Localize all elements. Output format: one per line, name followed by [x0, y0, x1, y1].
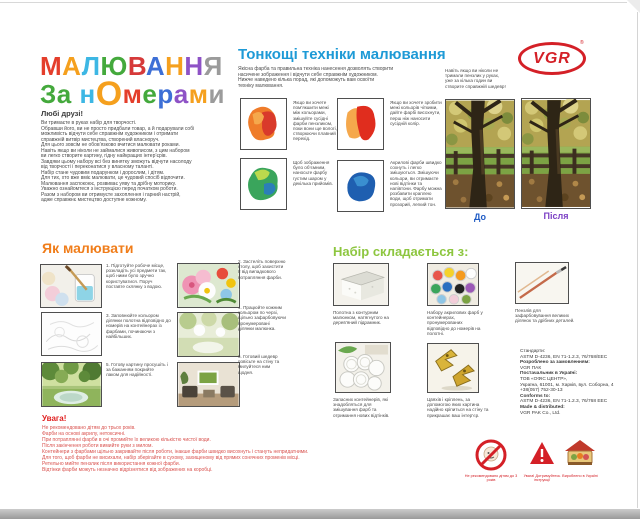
paint-blob-4-image [337, 160, 384, 212]
before-image [445, 99, 515, 209]
paint-blob-4-caption: Акрилові фарби швидко сохнуть і легко змішуються. Змішуючи кольори, ви отримаєте нові відтінки та напівтони. Фарбу можна розбавити краплею води, щоб отримати прозорий, легкий тон. [390, 160, 442, 207]
step-2-text: 2. Застеліть поверхню столу, щоб захистити її від випадкового потрапляння фарби. [238, 259, 286, 280]
step-5-text: 5. Готову картину просушіть і за бажанням покрийте лаком для надійності. [106, 362, 168, 378]
after-image [521, 98, 591, 209]
vgr-logo-text: VGR [533, 49, 571, 67]
step-3-image-canvas-outline [41, 312, 102, 356]
kit-paints-caption: Набору акрилових фарб у контейнерах, пронумерованих відповідно до номерів на полотні. [427, 310, 483, 336]
kit-containers-image [335, 342, 391, 393]
company-info: Стандарти: ASTM D-4236, EN 71-1.2.3, 76/768/EEC Розроблено за замовленням: VGR ПАК Постачальник в Україні: ТОВ «ОФІС ЦЕНТР», Україна, 61001, м. Харків, вул. Соборна, 4 +38(057) 752-30-13 Conforms to: ASTM D-4236, EN 71-1.2.3, 76/768 EEC Made & distributed: VGR PAK Co., Ltd. [520, 349, 614, 416]
step-6-text: 6. Готовий шедевр повісьте на стіну та милуйтеся ним щодня. [238, 354, 280, 375]
age-warning-icon [474, 438, 508, 472]
kit-canvas-caption: Полотна з контурним малюнком, натягнутого на дерев’яний підрамник. [333, 310, 389, 326]
age-warning-caption: Не рекомендовано дітям до 3 років [464, 474, 518, 483]
step-4-text: 4. Працюйте кожним кольором по черзі, щільно зафарбовуючи пронумеровані ділянки малюнка. [238, 305, 286, 331]
paint-blob-3-image [240, 158, 287, 210]
page-title-line2: За нОмерами [40, 75, 225, 113]
kit-brush-image [515, 262, 569, 304]
page-title-line1: МАЛЮВАННЯ [40, 51, 223, 81]
greeting-paragraph: Ви тримаєте в руках набір для творчості. Обравши його, ви не просто придбали товар, а й подарували собі можливість відчути себе справжнім художником і отримати справжній витвір мистецтва, створений власноруч. Для цього зовсім не обов’язково вчитися малювати роками. Навіть якщо ви ніколи не займалися живописом, з цим набором ви легко створите картину, гідну найкращих інтер’єрів. Завдяки цьому набору всі без винятку зможуть відчути насолоду від творчості і переконатися у власному таланті. Набір стане чудовим подарунком і дорослим, і дітям. Для тих, хто вже вміє малювати, це чудовий спосіб відпочити. Малювання заспокоює, розвиває уяву та дрібну моторику. Уважно ознайомтеся з інструкцією перед початком роботи. Разом з набором ви отримуєте захоплення і гарний настрій, адже справжнє мистецтво доступне кожному. [41, 120, 195, 203]
kit-hooks-image [427, 343, 479, 393]
garden-in-progress-image [177, 312, 240, 357]
kit-containers-caption: Запасних контейнерів, які знадобляться для змішування фарб та отримання нових відтінків. [333, 397, 390, 418]
how-to-heading: Як малювати [42, 240, 134, 256]
paint-blob-2-image [337, 98, 384, 150]
kit-canvas-image [333, 263, 389, 306]
technique-intro: Якісна фарба та правильна техніка нанесення дозволять створити насичене зображення і відчути себе справжнім художником. Нижче наведено кілька порад, які допоможуть вам освоїти техніку малювання. [238, 66, 394, 89]
warning-text: Не рекомендовано дітям до трьох років. Фарби на основі акрилу, нетоксичні. При потраплянні фарби в очі промийте їх великою кількістю чистої води. Після закінчення роботи вимийте руки з милом. Контейнери з фарбами щільно закривайте після роботи, інакше фарби швидко висохнуть і стануть непридатними. Для того, щоб фарби не висихали, набір зберігайте в сухому, захищеному від прямих сонячних променів місці. Ретельно мийте пензлик після використання кожної фарби. Відтінки фарби можуть незначно відрізнятися від зображених на коробці. [42, 425, 309, 473]
brand-note: Навіть якщо ви ніколи не тримали пензлик у руках, уже за кілька годин ви створите справжній шедевр! [445, 68, 506, 89]
sheet-right-edge [637, 12, 638, 508]
step-1-image-water-jar [40, 264, 102, 308]
interior-with-painting-image [177, 362, 240, 407]
warning-heading: Увага! [42, 414, 67, 423]
brand-emblem-icon [564, 439, 596, 467]
kit-hooks-caption: Цвяхів і кріплень, за допомогою яких картина надійно кріпиться на стіну та прикрашає ваш інтер’єр. [427, 397, 489, 418]
step-3-text: 3. Заповнюйте кольором ділянки полотна відповідно до номерів на контейнерах із фарбами, починаючи з найбільших. [106, 313, 171, 339]
attention-triangle-icon [529, 441, 555, 465]
paint-blob-1-image [240, 98, 287, 150]
step-5-image-finished-painting [41, 362, 102, 407]
after-label: Після [543, 211, 569, 221]
kit-brush-caption: Пензлів для зафарбовування великих ділянок та дрібних деталей. [515, 308, 575, 324]
kit-paints-image [427, 263, 479, 306]
technique-heading: Тонкощі техніки малювання [238, 46, 446, 63]
registered-trademark-mark: ® [580, 40, 584, 46]
kit-heading: Набір складається з: [333, 244, 469, 259]
attention-caption: Увага! Дотримуйтесь інструкції [523, 474, 561, 483]
paint-blob-2-caption: Якщо ви хочете зробити межі кольорів чіткими, дайте фарбі висохнути, перш ніж наносити сусідній колір. [390, 100, 442, 126]
vgr-logo [518, 42, 586, 75]
step-1-text: 1. Підготуйте робоче місце, розкладіть усі предмети так, щоб ними було зручно користуватися. Поруч поставте склянку з водою. [106, 263, 167, 289]
brand-emblem-caption: Вироблено в Україні [562, 474, 598, 478]
before-label: До [473, 212, 487, 222]
paint-blob-1-caption: Якщо ви хочете пом’якшити межі між кольорами, змішуйте сусідні фарби пензликом, поки вони ще вологі, створюючи плавний перехід. [293, 100, 337, 142]
sheet-top-edge [0, 2, 627, 3]
sheet-bottom-shadow [0, 509, 640, 519]
greeting-heading: Любі друзі! [41, 109, 83, 118]
paint-blob-3-caption: Щоб зображення було об’ємним, наносьте фарбу густим шаром у декілька прийомів. [293, 160, 333, 186]
flowers-painting-image [177, 263, 240, 308]
page-corner-fold [627, 0, 640, 13]
